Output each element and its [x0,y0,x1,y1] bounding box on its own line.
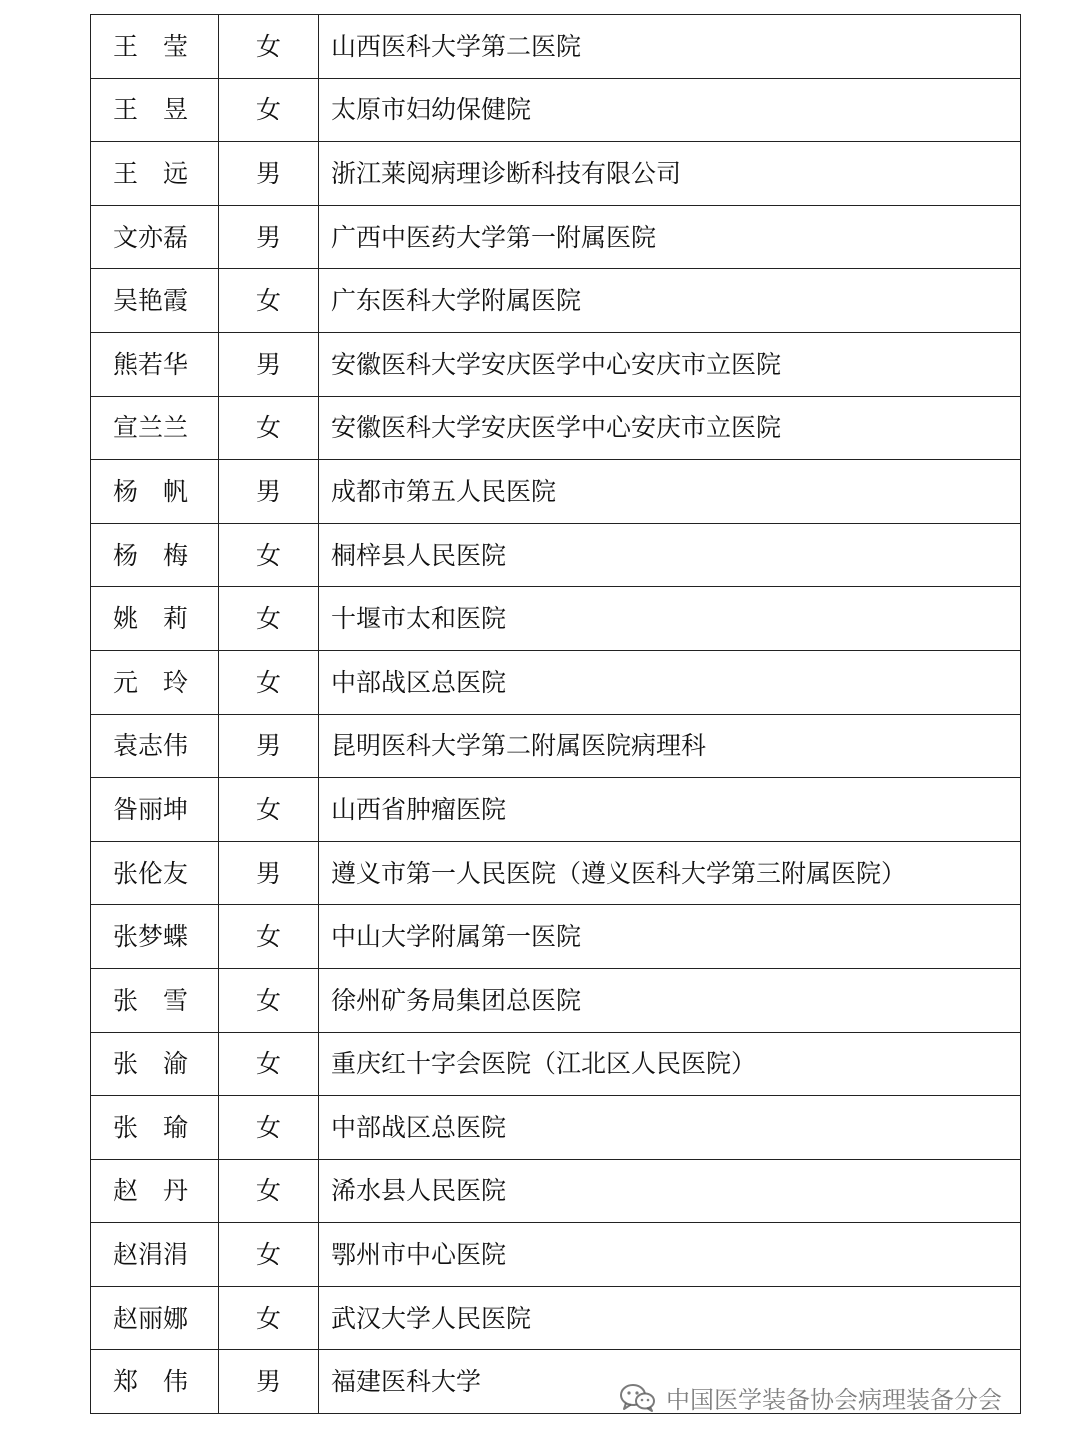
member-name: 王 远 [91,142,219,206]
member-gender: 男 [219,1350,319,1414]
table-row [91,650,1021,714]
member-gender: 女 [219,778,319,842]
member-gender: 女 [219,15,319,79]
member-gender: 男 [219,332,319,396]
member-gender: 女 [219,523,319,587]
member-name: 张 雪 [91,968,219,1032]
member-organization: 安徽医科大学安庆医学中心安庆市立医院 [319,332,1021,396]
member-organization: 徐州矿务局集团总医院 [319,968,1021,1032]
member-name: 郑 伟 [91,1350,219,1414]
member-name: 赵丽娜 [91,1286,219,1350]
wechat-watermark [618,1380,1002,1415]
member-name: 杨 帆 [91,460,219,524]
table-row [91,968,1021,1032]
table-row [91,205,1021,269]
member-organization: 广西中医药大学第一附属医院 [319,205,1021,269]
member-organization: 十堰市太和医院 [319,587,1021,651]
member-organization: 浠水县人民医院 [319,1159,1021,1223]
table-row [91,269,1021,333]
member-gender: 女 [219,1159,319,1223]
member-gender: 男 [219,142,319,206]
member-gender: 女 [219,396,319,460]
table-row [91,1159,1021,1223]
table-row [91,523,1021,587]
member-name: 宣兰兰 [91,396,219,460]
member-organization: 中部战区总医院 [319,1096,1021,1160]
member-name: 袁志伟 [91,714,219,778]
member-name: 王 莹 [91,15,219,79]
table-row [91,332,1021,396]
member-organization: 昆明医科大学第二附属医院病理科 [319,714,1021,778]
member-organization: 中山大学附属第一医院 [319,905,1021,969]
table-row [91,460,1021,524]
member-name: 吴艳霞 [91,269,219,333]
member-gender: 女 [219,1286,319,1350]
table-row [91,1096,1021,1160]
member-name: 王 昱 [91,78,219,142]
member-gender: 女 [219,1096,319,1160]
table-row [91,587,1021,651]
member-gender: 男 [219,714,319,778]
member-organization: 武汉大学人民医院 [319,1286,1021,1350]
table-row [91,15,1021,79]
member-organization: 安徽医科大学安庆医学中心安庆市立医院 [319,396,1021,460]
member-name: 张 渝 [91,1032,219,1096]
member-table [90,14,1021,1414]
member-table-body [91,15,1021,1414]
member-gender: 女 [219,650,319,714]
member-organization: 山西省肿瘤医院 [319,778,1021,842]
member-gender: 女 [219,78,319,142]
table-row [91,778,1021,842]
member-name: 赵涓涓 [91,1223,219,1287]
member-name: 张伦友 [91,841,219,905]
member-gender: 女 [219,1223,319,1287]
member-gender: 女 [219,587,319,651]
member-gender: 男 [219,205,319,269]
table-row [91,142,1021,206]
member-name: 元 玲 [91,650,219,714]
member-name: 张梦蝶 [91,905,219,969]
member-table-container [90,14,1020,1414]
member-gender: 女 [219,968,319,1032]
member-name: 文亦磊 [91,205,219,269]
member-organization: 广东医科大学附属医院 [319,269,1021,333]
table-row [91,396,1021,460]
member-organization: 中部战区总医院 [319,650,1021,714]
wechat-icon [618,1383,658,1413]
member-name: 昝丽坤 [91,778,219,842]
member-gender: 男 [219,460,319,524]
table-row [91,841,1021,905]
member-gender: 女 [219,269,319,333]
member-gender: 女 [219,905,319,969]
member-name: 姚 莉 [91,587,219,651]
table-row [91,905,1021,969]
member-organization: 桐梓县人民医院 [319,523,1021,587]
table-row [91,78,1021,142]
member-organization: 太原市妇幼保健院 [319,78,1021,142]
table-row [91,1223,1021,1287]
member-organization: 成都市第五人民医院 [319,460,1021,524]
member-organization: 遵义市第一人民医院（遵义医科大学第三附属医院） [319,841,1021,905]
table-row [91,1032,1021,1096]
member-organization: 山西医科大学第二医院 [319,15,1021,79]
member-name: 杨 梅 [91,523,219,587]
member-name: 张 瑜 [91,1096,219,1160]
member-organization: 鄂州市中心医院 [319,1223,1021,1287]
member-organization: 重庆红十字会医院（江北区人民医院） [319,1032,1021,1096]
member-gender: 女 [219,1032,319,1096]
table-row [91,714,1021,778]
member-organization: 浙江莱阅病理诊断科技有限公司 [319,142,1021,206]
member-name: 熊若华 [91,332,219,396]
member-gender: 男 [219,841,319,905]
member-organization: 福建医科大学 [319,1350,1021,1414]
table-row [91,1286,1021,1350]
member-name: 赵 丹 [91,1159,219,1223]
watermark-text: 中国医学装备协会病理装备分会 [666,1386,1002,1414]
